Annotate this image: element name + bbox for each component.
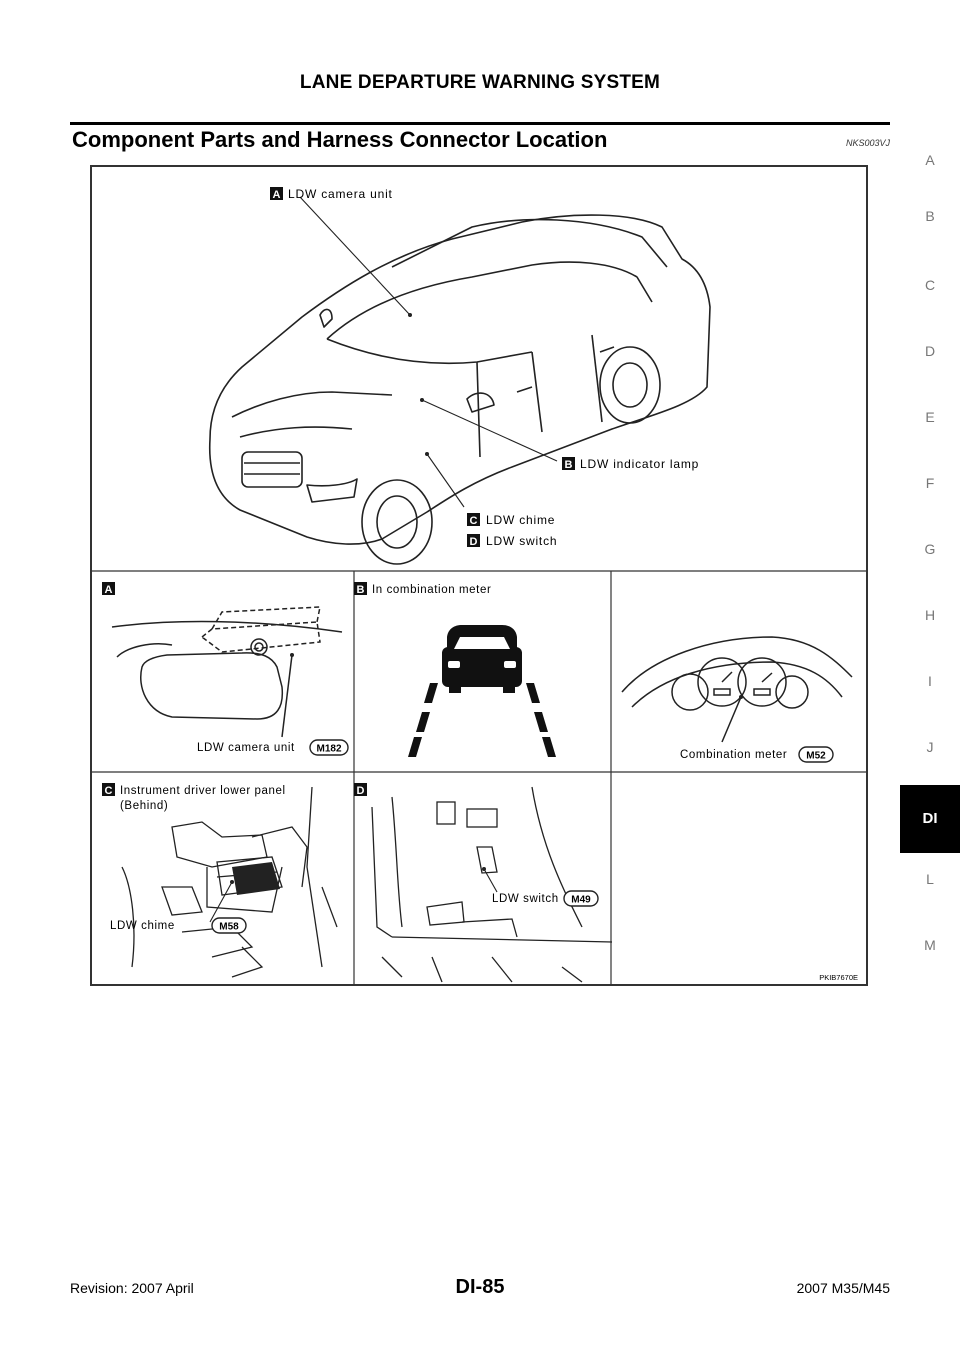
index-tab-b[interactable]: B <box>925 208 935 224</box>
figure-code: PKIB7670E <box>819 973 858 982</box>
section-code: NKS003VJ <box>845 138 890 148</box>
label-c-group <box>467 513 555 527</box>
panel-b-badge: B <box>356 584 365 596</box>
panel-meter <box>622 637 852 762</box>
mirror-camera-illustration <box>112 607 342 737</box>
panel-c-title-line2: (Behind) <box>120 800 169 812</box>
panel-d <box>354 783 612 982</box>
meter-leader-dot <box>739 695 743 699</box>
panel-d-badge: D <box>356 785 365 797</box>
index-tab-j[interactable]: J <box>926 739 934 755</box>
index-tab-m[interactable]: M <box>924 937 936 953</box>
panel-a-leader-dot <box>290 653 294 657</box>
index-tab-c[interactable]: C <box>924 277 936 293</box>
chime-unit-block <box>232 862 280 895</box>
overview-leaders <box>300 197 557 507</box>
index-tab-i[interactable]: I <box>928 673 932 689</box>
index-tab-di-active[interactable]: DI <box>900 785 960 853</box>
index-tab-h[interactable]: H <box>924 607 936 623</box>
footer-page-number: DI-85 <box>455 1276 505 1298</box>
panel-a-caption: LDW camera unit <box>197 742 295 754</box>
connector-m58: M58 <box>219 921 239 933</box>
panel-a <box>102 582 348 755</box>
header-rule <box>70 122 890 125</box>
index-tab-d[interactable]: D <box>924 343 936 359</box>
panel-b-title: In combination meter <box>372 584 492 596</box>
footer-model: 2007 M35/M45 <box>796 1280 890 1296</box>
switch-panel-illustration <box>372 787 612 982</box>
badge-c: C <box>469 515 478 527</box>
panel-c-caption: LDW chime <box>110 920 175 932</box>
car-illustration <box>210 215 710 564</box>
page-header-title: LANE DEPARTURE WARNING SYSTEM <box>299 72 661 93</box>
connector-m49: M49 <box>571 894 591 906</box>
badge-a: A <box>272 189 281 201</box>
panel-c <box>102 783 337 977</box>
panel-c-title-line1: Instrument driver lower panel <box>120 785 286 797</box>
index-tab-g[interactable]: G <box>924 541 936 557</box>
component-location-figure <box>90 165 868 986</box>
panel-b <box>354 582 556 757</box>
index-tab-f[interactable]: F <box>925 475 935 491</box>
index-tab-l[interactable]: L <box>926 871 934 887</box>
chime-illustration <box>122 787 337 977</box>
label-ldw-camera-unit: LDW camera unit <box>288 187 393 201</box>
connector-m52: M52 <box>806 750 826 762</box>
meter-caption: Combination meter <box>680 749 788 761</box>
panel-a-badge: A <box>104 584 113 596</box>
index-tab-a[interactable]: A <box>925 152 935 168</box>
label-ldw-chime: LDW chime <box>486 513 556 527</box>
footer-revision: Revision: 2007 April <box>70 1280 194 1296</box>
panel-c-badge: C <box>104 785 113 797</box>
label-ldw-switch: LDW switch <box>486 534 558 548</box>
connector-m182: M182 <box>316 743 342 755</box>
combination-meter-illustration <box>622 637 852 742</box>
badge-d: D <box>469 536 478 548</box>
panel-d-caption: LDW switch <box>492 893 559 905</box>
index-tab-e[interactable]: E <box>925 409 935 425</box>
section-title: Component Parts and Harness Connector Location <box>72 127 608 152</box>
label-d-group <box>467 534 557 548</box>
badge-b: B <box>564 459 573 471</box>
label-a-group <box>270 187 393 201</box>
figure-drawing <box>92 167 868 986</box>
label-b-group <box>562 457 699 471</box>
label-ldw-indicator-lamp: LDW indicator lamp <box>580 457 700 471</box>
overview-leader-dots <box>408 313 429 456</box>
